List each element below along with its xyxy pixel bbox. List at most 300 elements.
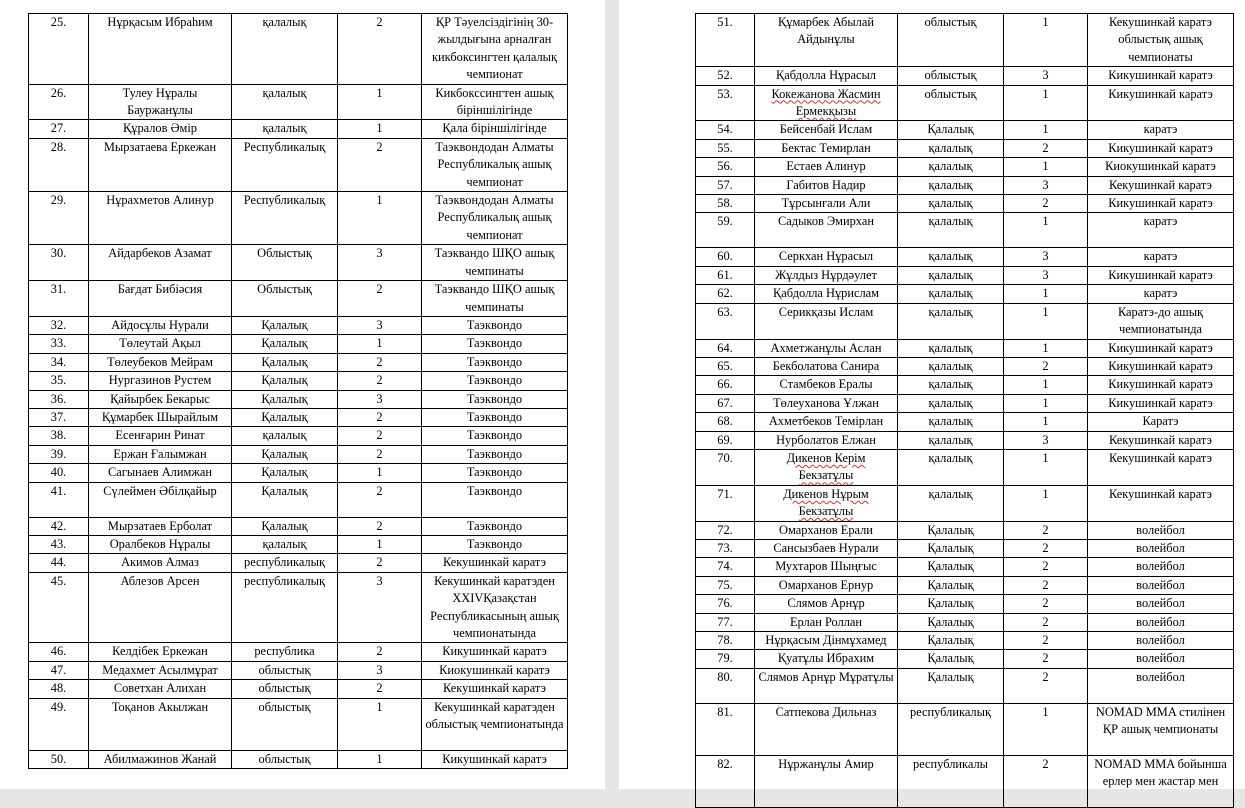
competition-level-cell: облыстық <box>232 698 338 750</box>
competition-level-cell: қалалық <box>232 535 338 553</box>
row-number-cell: 27. <box>29 120 89 138</box>
table-row <box>696 357 1234 375</box>
competition-level-cell: қалалық <box>232 427 338 445</box>
competition-name-cell: Каратэ-до ашық чемпионатында <box>1088 303 1234 339</box>
table-row <box>29 372 568 390</box>
competition-level-cell: қалалық <box>898 431 1004 449</box>
competition-level-cell: облыстық <box>898 67 1004 85</box>
competition-name-cell: волейбол <box>1088 613 1234 631</box>
competition-name-cell: Кикушинкай каратэ <box>1088 357 1234 375</box>
participant-name-cell: Дикенов Нұрым Бекзатұлы <box>755 485 898 521</box>
competition-level-cell: қалалық <box>898 285 1004 303</box>
competition-name-cell: Кикушинкай каратэ <box>422 750 568 768</box>
competition-name-cell: волейбол <box>1088 650 1234 668</box>
place-cell: 3 <box>338 661 422 679</box>
competition-name-cell: Таэквандо ШҚО ашық чемпинаты <box>422 245 568 281</box>
competition-level-cell: Қалалық <box>232 353 338 371</box>
participant-name-cell: Сагынаев Алимжан <box>89 464 232 482</box>
table-row <box>29 643 568 661</box>
place-cell: 2 <box>1004 357 1088 375</box>
participant-name-cell: Тұрсынғали Али <box>755 195 898 213</box>
place-cell: 1 <box>338 464 422 482</box>
place-cell: 3 <box>1004 176 1088 194</box>
row-number-cell: 55. <box>696 139 755 157</box>
participant-name-cell: Нұрқасым Ибраһим <box>89 14 232 85</box>
row-number-cell: 26. <box>29 84 89 120</box>
row-number-cell: 65. <box>696 357 755 375</box>
place-cell: 2 <box>1004 576 1088 594</box>
place-cell: 1 <box>1004 376 1088 394</box>
competition-level-cell: Қалалық <box>898 558 1004 576</box>
results-table-left <box>28 13 568 769</box>
place-cell: 1 <box>338 750 422 768</box>
place-cell: 1 <box>1004 449 1088 485</box>
place-cell: 3 <box>338 316 422 334</box>
competition-level-cell: қалалық <box>898 376 1004 394</box>
row-number-cell: 80. <box>696 668 755 703</box>
participant-name-cell: Слямов Арнұр Мұратұлы <box>755 668 898 703</box>
competition-name-cell: Киокушинкай каратэ <box>1088 158 1234 176</box>
place-cell: 1 <box>338 192 422 245</box>
competition-name-cell: волейбол <box>1088 558 1234 576</box>
competition-name-cell: Таэквондо <box>422 372 568 390</box>
competition-level-cell: Қалалық <box>898 595 1004 613</box>
row-number-cell: 74. <box>696 558 755 576</box>
competition-level-cell: облыстық <box>232 680 338 698</box>
competition-level-cell: облыстық <box>232 661 338 679</box>
place-cell: 1 <box>338 120 422 138</box>
competition-name-cell: Кикушинкай каратэ <box>1088 394 1234 412</box>
row-number-cell: 46. <box>29 643 89 661</box>
table-row <box>29 445 568 463</box>
competition-level-cell: республикалық <box>232 572 338 643</box>
competition-level-cell: Қалалық <box>232 517 338 535</box>
participant-name-cell: Ахметжанұлы Аслан <box>755 339 898 357</box>
competition-name-cell: каратэ <box>1088 213 1234 248</box>
participant-name-cell: Габитов Надир <box>755 176 898 194</box>
row-number-cell: 51. <box>696 14 755 67</box>
table-row <box>696 558 1234 576</box>
place-cell: 2 <box>1004 521 1088 539</box>
competition-name-cell: Таэквандо ШҚО ашық чемпинаты <box>422 281 568 317</box>
competition-name-cell: Кекушинкай каратэ <box>1088 176 1234 194</box>
competition-level-cell: облыстық <box>232 750 338 768</box>
row-number-cell: 56. <box>696 158 755 176</box>
place-cell: 2 <box>338 445 422 463</box>
competition-name-cell: Кикушинкай каратэ <box>1088 85 1234 121</box>
participant-name-cell: Сүлеймен Әбілқайыр <box>89 482 232 517</box>
participant-name-cell: Келдібек Еркежан <box>89 643 232 661</box>
competition-level-cell: Республикалық <box>232 192 338 245</box>
place-cell: 3 <box>338 572 422 643</box>
table-row <box>29 138 568 191</box>
place-cell: 1 <box>1004 485 1088 521</box>
participant-name-cell: Құмарбек Абылай Айдынұлы <box>755 14 898 67</box>
competition-name-cell: Таэквондо <box>422 445 568 463</box>
place-cell: 1 <box>338 335 422 353</box>
table-row <box>29 84 568 120</box>
row-number-cell: 28. <box>29 138 89 191</box>
row-number-cell: 81. <box>696 703 755 755</box>
competition-name-cell: Кикушинкай каратэ <box>1088 195 1234 213</box>
competition-name-cell: Таэквондо <box>422 408 568 426</box>
competition-name-cell: Кикушинкай каратэ <box>422 643 568 661</box>
row-number-cell: 61. <box>696 266 755 284</box>
competition-name-cell: Кекушинкай каратэ <box>1088 431 1234 449</box>
participant-name-cell: Бекболатова Санира <box>755 357 898 375</box>
competition-name-cell: Таэквондо <box>422 390 568 408</box>
row-number-cell: 35. <box>29 372 89 390</box>
competition-name-cell: волейбол <box>1088 539 1234 557</box>
competition-level-cell: қалалық <box>232 14 338 85</box>
row-number-cell: 58. <box>696 195 755 213</box>
place-cell: 2 <box>338 281 422 317</box>
competition-name-cell: Кекушинкай каратэ <box>1088 449 1234 485</box>
row-number-cell: 60. <box>696 248 755 266</box>
place-cell: 2 <box>1004 558 1088 576</box>
participant-name-cell: Серикқазы Ислам <box>755 303 898 339</box>
competition-name-cell: волейбол <box>1088 521 1234 539</box>
competition-level-cell: қалалық <box>898 213 1004 248</box>
table-row <box>29 335 568 353</box>
competition-name-cell: Таэквондо <box>422 316 568 334</box>
row-number-cell: 69. <box>696 431 755 449</box>
table-row <box>696 394 1234 412</box>
place-cell: 1 <box>1004 121 1088 139</box>
place-cell: 1 <box>1004 14 1088 67</box>
competition-name-cell: Таэквондо <box>422 353 568 371</box>
row-number-cell: 47. <box>29 661 89 679</box>
participant-name-cell: Жұлдыз Нұрдәулет <box>755 266 898 284</box>
row-number-cell: 52. <box>696 67 755 85</box>
participant-name-cell: Ерлан Роллан <box>755 613 898 631</box>
row-number-cell: 75. <box>696 576 755 594</box>
competition-name-cell: Кекушинкай каратэден облыстық чемпионатында <box>422 698 568 750</box>
competition-name-cell: Таэквондодан Алматы Республикалық ашық чемпионат <box>422 138 568 191</box>
row-number-cell: 45. <box>29 572 89 643</box>
participant-name-cell: Слямов Арнұр <box>755 595 898 613</box>
competition-name-cell: каратэ <box>1088 285 1234 303</box>
table-row <box>696 755 1234 807</box>
competition-name-cell: Таэквондодан Алматы Республикалық ашық чемпионат <box>422 192 568 245</box>
place-cell: 2 <box>1004 668 1088 703</box>
table-row <box>696 449 1234 485</box>
competition-level-cell: Қалалық <box>898 576 1004 594</box>
participant-name-cell: Кокежанова Жасмин Ермекқызы <box>755 85 898 121</box>
table-row <box>696 613 1234 631</box>
participant-name-cell: Қуатұлы Ибрахим <box>755 650 898 668</box>
table-row <box>696 285 1234 303</box>
place-cell: 2 <box>338 517 422 535</box>
table-row <box>29 482 568 517</box>
row-number-cell: 70. <box>696 449 755 485</box>
competition-level-cell: Қалалық <box>898 121 1004 139</box>
row-number-cell: 34. <box>29 353 89 371</box>
competition-level-cell: Қалалық <box>898 521 1004 539</box>
competition-name-cell: волейбол <box>1088 576 1234 594</box>
place-cell: 3 <box>1004 67 1088 85</box>
row-number-cell: 73. <box>696 539 755 557</box>
participant-name-cell: Медахмет Асылмұрат <box>89 661 232 679</box>
participant-name-cell: Абилмажинов Жанай <box>89 750 232 768</box>
competition-name-cell: Таэквондо <box>422 464 568 482</box>
competition-name-cell: Кикушинкай каратэ <box>1088 376 1234 394</box>
competition-level-cell: қалалық <box>898 139 1004 157</box>
competition-level-cell: Қалалық <box>232 482 338 517</box>
document-page-left <box>0 0 605 789</box>
participant-name-cell: Омарханов Ерали <box>755 521 898 539</box>
competition-name-cell: Таэквондо <box>422 535 568 553</box>
participant-name-cell: Серкхан Нұрасыл <box>755 248 898 266</box>
participant-name-cell: Советхан Алихан <box>89 680 232 698</box>
competition-level-cell: Қалалық <box>232 408 338 426</box>
row-number-cell: 43. <box>29 535 89 553</box>
row-number-cell: 63. <box>696 303 755 339</box>
row-number-cell: 39. <box>29 445 89 463</box>
place-cell: 3 <box>338 390 422 408</box>
competition-name-cell: Таэквондо <box>422 427 568 445</box>
competition-level-cell: қалалық <box>898 449 1004 485</box>
place-cell: 1 <box>1004 85 1088 121</box>
competition-name-cell: Кекушинкай каратэ <box>422 680 568 698</box>
competition-level-cell: Қалалық <box>232 335 338 353</box>
row-number-cell: 67. <box>696 394 755 412</box>
row-number-cell: 36. <box>29 390 89 408</box>
competition-name-cell: Таэквондо <box>422 482 568 517</box>
place-cell: 1 <box>1004 413 1088 431</box>
row-number-cell: 82. <box>696 755 755 807</box>
participant-name-cell: Садыков Эмирхан <box>755 213 898 248</box>
competition-level-cell: Қалалық <box>232 445 338 463</box>
row-number-cell: 59. <box>696 213 755 248</box>
competition-level-cell: Қалалық <box>898 613 1004 631</box>
row-number-cell: 72. <box>696 521 755 539</box>
competition-name-cell: Кикушинкай каратэ <box>1088 139 1234 157</box>
participant-name-cell: Нұрахметов Алинур <box>89 192 232 245</box>
place-cell: 2 <box>338 643 422 661</box>
row-number-cell: 66. <box>696 376 755 394</box>
table-row <box>29 120 568 138</box>
place-cell: 2 <box>1004 139 1088 157</box>
competition-level-cell: Облыстық <box>232 245 338 281</box>
participant-name-cell: Естаев Алинур <box>755 158 898 176</box>
competition-level-cell: қалалық <box>898 339 1004 357</box>
competition-name-cell: NOMAD MMA бойынша ерлер мен жастар мен <box>1088 755 1234 807</box>
participant-name-cell: Бағдат Бибіәсия <box>89 281 232 317</box>
place-cell: 1 <box>338 698 422 750</box>
competition-level-cell: облыстық <box>898 14 1004 67</box>
table-row <box>29 192 568 245</box>
table-row <box>696 595 1234 613</box>
participant-name-cell: Нурболатов Елжан <box>755 431 898 449</box>
place-cell: 2 <box>338 353 422 371</box>
table-row <box>29 245 568 281</box>
row-number-cell: 71. <box>696 485 755 521</box>
table-row <box>29 390 568 408</box>
competition-name-cell: Кикушинкай каратэ <box>1088 266 1234 284</box>
participant-name-cell: Омарханов Ернур <box>755 576 898 594</box>
competition-name-cell: Қала біріншілігінде <box>422 120 568 138</box>
table-row <box>696 14 1234 67</box>
table-row <box>29 661 568 679</box>
competition-name-cell: NOMAD MMA стилінен ҚР ашық чемпионаты <box>1088 703 1234 755</box>
participant-name-cell: Оралбеков Нұралы <box>89 535 232 553</box>
competition-name-cell: Кекушинкай каратэ облыстық ашық чемпионаты <box>1088 14 1234 67</box>
row-number-cell: 44. <box>29 554 89 572</box>
competition-level-cell: қалалық <box>898 413 1004 431</box>
competition-level-cell: Қалалық <box>232 372 338 390</box>
competition-level-cell: Қалалық <box>898 539 1004 557</box>
place-cell: 1 <box>1004 339 1088 357</box>
competition-name-cell: Киокушинкай каратэ <box>422 661 568 679</box>
table-row <box>696 213 1234 248</box>
table-row <box>696 413 1234 431</box>
participant-name-cell: Мырзатаев Ерболат <box>89 517 232 535</box>
row-number-cell: 64. <box>696 339 755 357</box>
participant-name-cell: Дикенов Керім Бекзатұлы <box>755 449 898 485</box>
competition-level-cell: қалалық <box>898 303 1004 339</box>
page-gutter <box>605 0 619 789</box>
place-cell: 2 <box>338 680 422 698</box>
competition-name-cell: каратэ <box>1088 121 1234 139</box>
participant-name-cell: Мухтаров Шыңғыс <box>755 558 898 576</box>
table-row <box>29 464 568 482</box>
place-cell: 2 <box>1004 539 1088 557</box>
table-row <box>29 554 568 572</box>
table-row <box>29 427 568 445</box>
row-number-cell: 42. <box>29 517 89 535</box>
participant-name-cell: Айдосұлы Нурали <box>89 316 232 334</box>
table-row <box>29 680 568 698</box>
table-row <box>696 376 1234 394</box>
competition-level-cell: Қалалық <box>232 464 338 482</box>
competition-name-cell: Каратэ <box>1088 413 1234 431</box>
row-number-cell: 37. <box>29 408 89 426</box>
participant-name-cell: Нургазинов Рустем <box>89 372 232 390</box>
row-number-cell: 50. <box>29 750 89 768</box>
participant-name-cell: Қабдолла Нұрасыл <box>755 67 898 85</box>
competition-level-cell: республикалы <box>898 755 1004 807</box>
table-row <box>696 668 1234 703</box>
place-cell: 2 <box>1004 650 1088 668</box>
row-number-cell: 25. <box>29 14 89 85</box>
row-number-cell: 77. <box>696 613 755 631</box>
competition-name-cell: Кекушинкай каратэ <box>1088 485 1234 521</box>
table-row <box>29 517 568 535</box>
place-cell: 2 <box>338 14 422 85</box>
participant-name-cell: Тулеу Нұралы Бауржанұлы <box>89 84 232 120</box>
competition-level-cell: Қалалық <box>898 650 1004 668</box>
table-row <box>696 521 1234 539</box>
participant-name-cell: Сатпекова Дильназ <box>755 703 898 755</box>
place-cell: 2 <box>338 482 422 517</box>
participant-name-cell: Айдарбеков Азамат <box>89 245 232 281</box>
competition-name-cell: Кикушинкай каратэ <box>1088 67 1234 85</box>
competition-name-cell: каратэ <box>1088 248 1234 266</box>
competition-name-cell: волейбол <box>1088 595 1234 613</box>
table-row <box>29 750 568 768</box>
row-number-cell: 29. <box>29 192 89 245</box>
table-row <box>696 650 1234 668</box>
table-row <box>696 485 1234 521</box>
participant-name-cell: Есенғарин Ринат <box>89 427 232 445</box>
competition-level-cell: Қалалық <box>232 316 338 334</box>
competition-name-cell: Кекушинкай каратэ <box>422 554 568 572</box>
row-number-cell: 62. <box>696 285 755 303</box>
row-number-cell: 48. <box>29 680 89 698</box>
place-cell: 1 <box>1004 703 1088 755</box>
participant-name-cell: Ержан Ғалымжан <box>89 445 232 463</box>
table-row <box>696 85 1234 121</box>
row-number-cell: 38. <box>29 427 89 445</box>
competition-name-cell: Кекушинкай каратэден XXIVҚазақстан Республикасының ашық чемпионатында <box>422 572 568 643</box>
competition-level-cell: қалалық <box>898 394 1004 412</box>
participant-name-cell: Қабдолла Нұрислам <box>755 285 898 303</box>
participant-name-cell: Төлеуханова Ұлжан <box>755 394 898 412</box>
participant-name-cell: Тоқанов Акылжан <box>89 698 232 750</box>
place-cell: 2 <box>338 372 422 390</box>
table-row <box>29 572 568 643</box>
place-cell: 1 <box>338 84 422 120</box>
competition-level-cell: республика <box>232 643 338 661</box>
competition-level-cell: Облыстық <box>232 281 338 317</box>
table-row <box>696 248 1234 266</box>
row-number-cell: 41. <box>29 482 89 517</box>
participant-name-cell: Нұржанұлы Амир <box>755 755 898 807</box>
competition-name-cell: Таэквондо <box>422 517 568 535</box>
competition-level-cell: қалалық <box>232 120 338 138</box>
row-number-cell: 57. <box>696 176 755 194</box>
competition-name-cell: Кикбокссингтен ашық біріншілігінде <box>422 84 568 120</box>
participant-name-cell: Төлеубеков Мейрам <box>89 353 232 371</box>
row-number-cell: 30. <box>29 245 89 281</box>
place-cell: 2 <box>1004 755 1088 807</box>
participant-name-cell: Құралов Әмір <box>89 120 232 138</box>
place-cell: 2 <box>338 138 422 191</box>
competition-level-cell: Қалалық <box>232 390 338 408</box>
competition-level-cell: қалалық <box>232 84 338 120</box>
table-row <box>696 266 1234 284</box>
participant-name-cell: Аблезов Арсен <box>89 572 232 643</box>
competition-level-cell: қалалық <box>898 158 1004 176</box>
place-cell: 1 <box>1004 303 1088 339</box>
table-row <box>29 14 568 85</box>
competition-level-cell: қалалық <box>898 266 1004 284</box>
competition-name-cell: волейбол <box>1088 632 1234 650</box>
table-row <box>696 67 1234 85</box>
row-number-cell: 40. <box>29 464 89 482</box>
participant-name-cell: Стамбеков Ералы <box>755 376 898 394</box>
place-cell: 1 <box>1004 394 1088 412</box>
place-cell: 2 <box>1004 595 1088 613</box>
competition-level-cell: қалалық <box>898 195 1004 213</box>
competition-level-cell: қалалық <box>898 248 1004 266</box>
table-row <box>29 353 568 371</box>
table-row <box>696 339 1234 357</box>
table-row <box>696 158 1234 176</box>
place-cell: 2 <box>1004 613 1088 631</box>
place-cell: 1 <box>338 535 422 553</box>
participant-name-cell: Бектас Темирлан <box>755 139 898 157</box>
participant-name-cell: Қайырбек Бекарыс <box>89 390 232 408</box>
table-row <box>696 176 1234 194</box>
row-number-cell: 53. <box>696 85 755 121</box>
competition-name-cell: волейбол <box>1088 668 1234 703</box>
table-row <box>696 703 1234 755</box>
participant-name-cell: Төлеутай Ақыл <box>89 335 232 353</box>
place-cell: 2 <box>338 408 422 426</box>
table-row <box>696 539 1234 557</box>
